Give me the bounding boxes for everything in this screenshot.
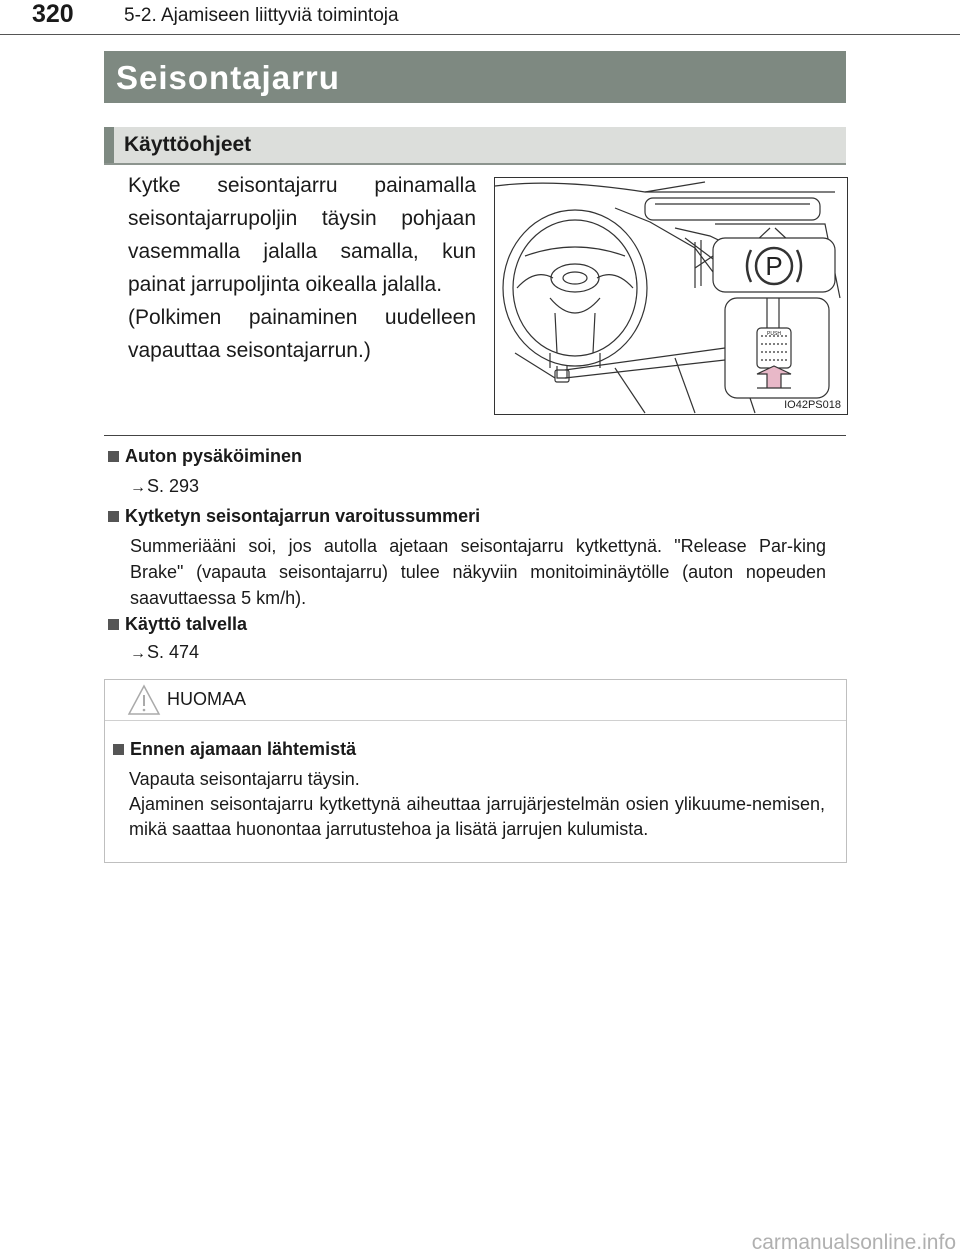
instruction-paragraph: Kytke seisontajarru painamalla seisontajarrupoljin täysin pohjaan vasemmalla jalalla samalla, kun painat jarrupoljinta oikealla jalalla. xyxy=(128,174,476,296)
notice-line: Vapauta seisontajarru täysin. xyxy=(129,769,360,789)
reference-text: S. 474 xyxy=(147,642,200,662)
notice-item-heading xyxy=(113,739,356,760)
pedal-push-label: PUSH xyxy=(767,331,781,337)
item-paragraph xyxy=(130,533,826,611)
item-heading-text: Käyttö talvella xyxy=(125,614,248,634)
instruction-text xyxy=(128,169,476,367)
item-heading-winter xyxy=(108,614,247,635)
header-divider xyxy=(0,34,960,35)
figure-id: IO42PS018 xyxy=(784,399,841,411)
notice-line: Ajaminen seisontajarru kytkettynä aiheuttaa jarrujärjestelmän osien ylikuume-nemisen, mikä saattaa huonontaa jarrutustehoa ja lisätä jarrujen kulumista. xyxy=(129,794,825,839)
page-reference[interactable] xyxy=(130,642,199,663)
title-banner xyxy=(104,51,846,103)
p-symbol-icon: P xyxy=(765,251,783,281)
subheader-accent-bar xyxy=(104,127,114,163)
square-bullet-icon xyxy=(108,511,119,522)
reference-text: S. 293 xyxy=(147,476,200,496)
item-heading-text: Auton pysäköiminen xyxy=(125,446,303,466)
page-reference[interactable] xyxy=(130,476,199,497)
arrow-right-icon: → xyxy=(130,479,146,496)
watermark: carmanualsonline.info xyxy=(751,1231,956,1254)
page-title: Seisontajarru xyxy=(116,59,340,96)
item-text: Summeriääni soi, jos autolla ajetaan seisontajarru kytkettynä. "Release Par-king Brake" (vapauta seisontajarru) tulee näkyviin monitoiminäytölle (auton nopeuden saavuttaessa 5 km/h). xyxy=(130,536,826,608)
square-bullet-icon xyxy=(108,451,119,462)
square-bullet-icon xyxy=(108,619,119,630)
subheader-title: Käyttöohjeet xyxy=(124,133,252,156)
dashboard-pedal-drawing xyxy=(495,178,847,414)
notice-header xyxy=(105,680,846,721)
section-divider xyxy=(104,435,846,436)
notice-box xyxy=(104,679,847,863)
subheader xyxy=(104,127,846,165)
notice-text xyxy=(129,767,825,842)
arrow-right-icon: → xyxy=(130,645,146,662)
warning-triangle-icon xyxy=(127,683,161,717)
item-heading-text: Kytketyn seisontajarrun varoitussummeri xyxy=(125,506,481,526)
notice-title: HUOMAA xyxy=(167,689,247,709)
parking-brake-illustration xyxy=(494,177,848,415)
notice-item-heading-text: Ennen ajamaan lähtemistä xyxy=(130,739,357,759)
square-bullet-icon xyxy=(113,744,124,755)
page-number: 320 xyxy=(32,0,74,28)
instruction-note: (Polkimen painaminen uudelleen vapauttaa seisontajarrun.) xyxy=(128,306,476,362)
section-title: 5-2. Ajamiseen liittyviä toimintoja xyxy=(124,5,399,26)
item-heading-warning-buzzer xyxy=(108,506,480,527)
item-heading-parking xyxy=(108,446,302,467)
